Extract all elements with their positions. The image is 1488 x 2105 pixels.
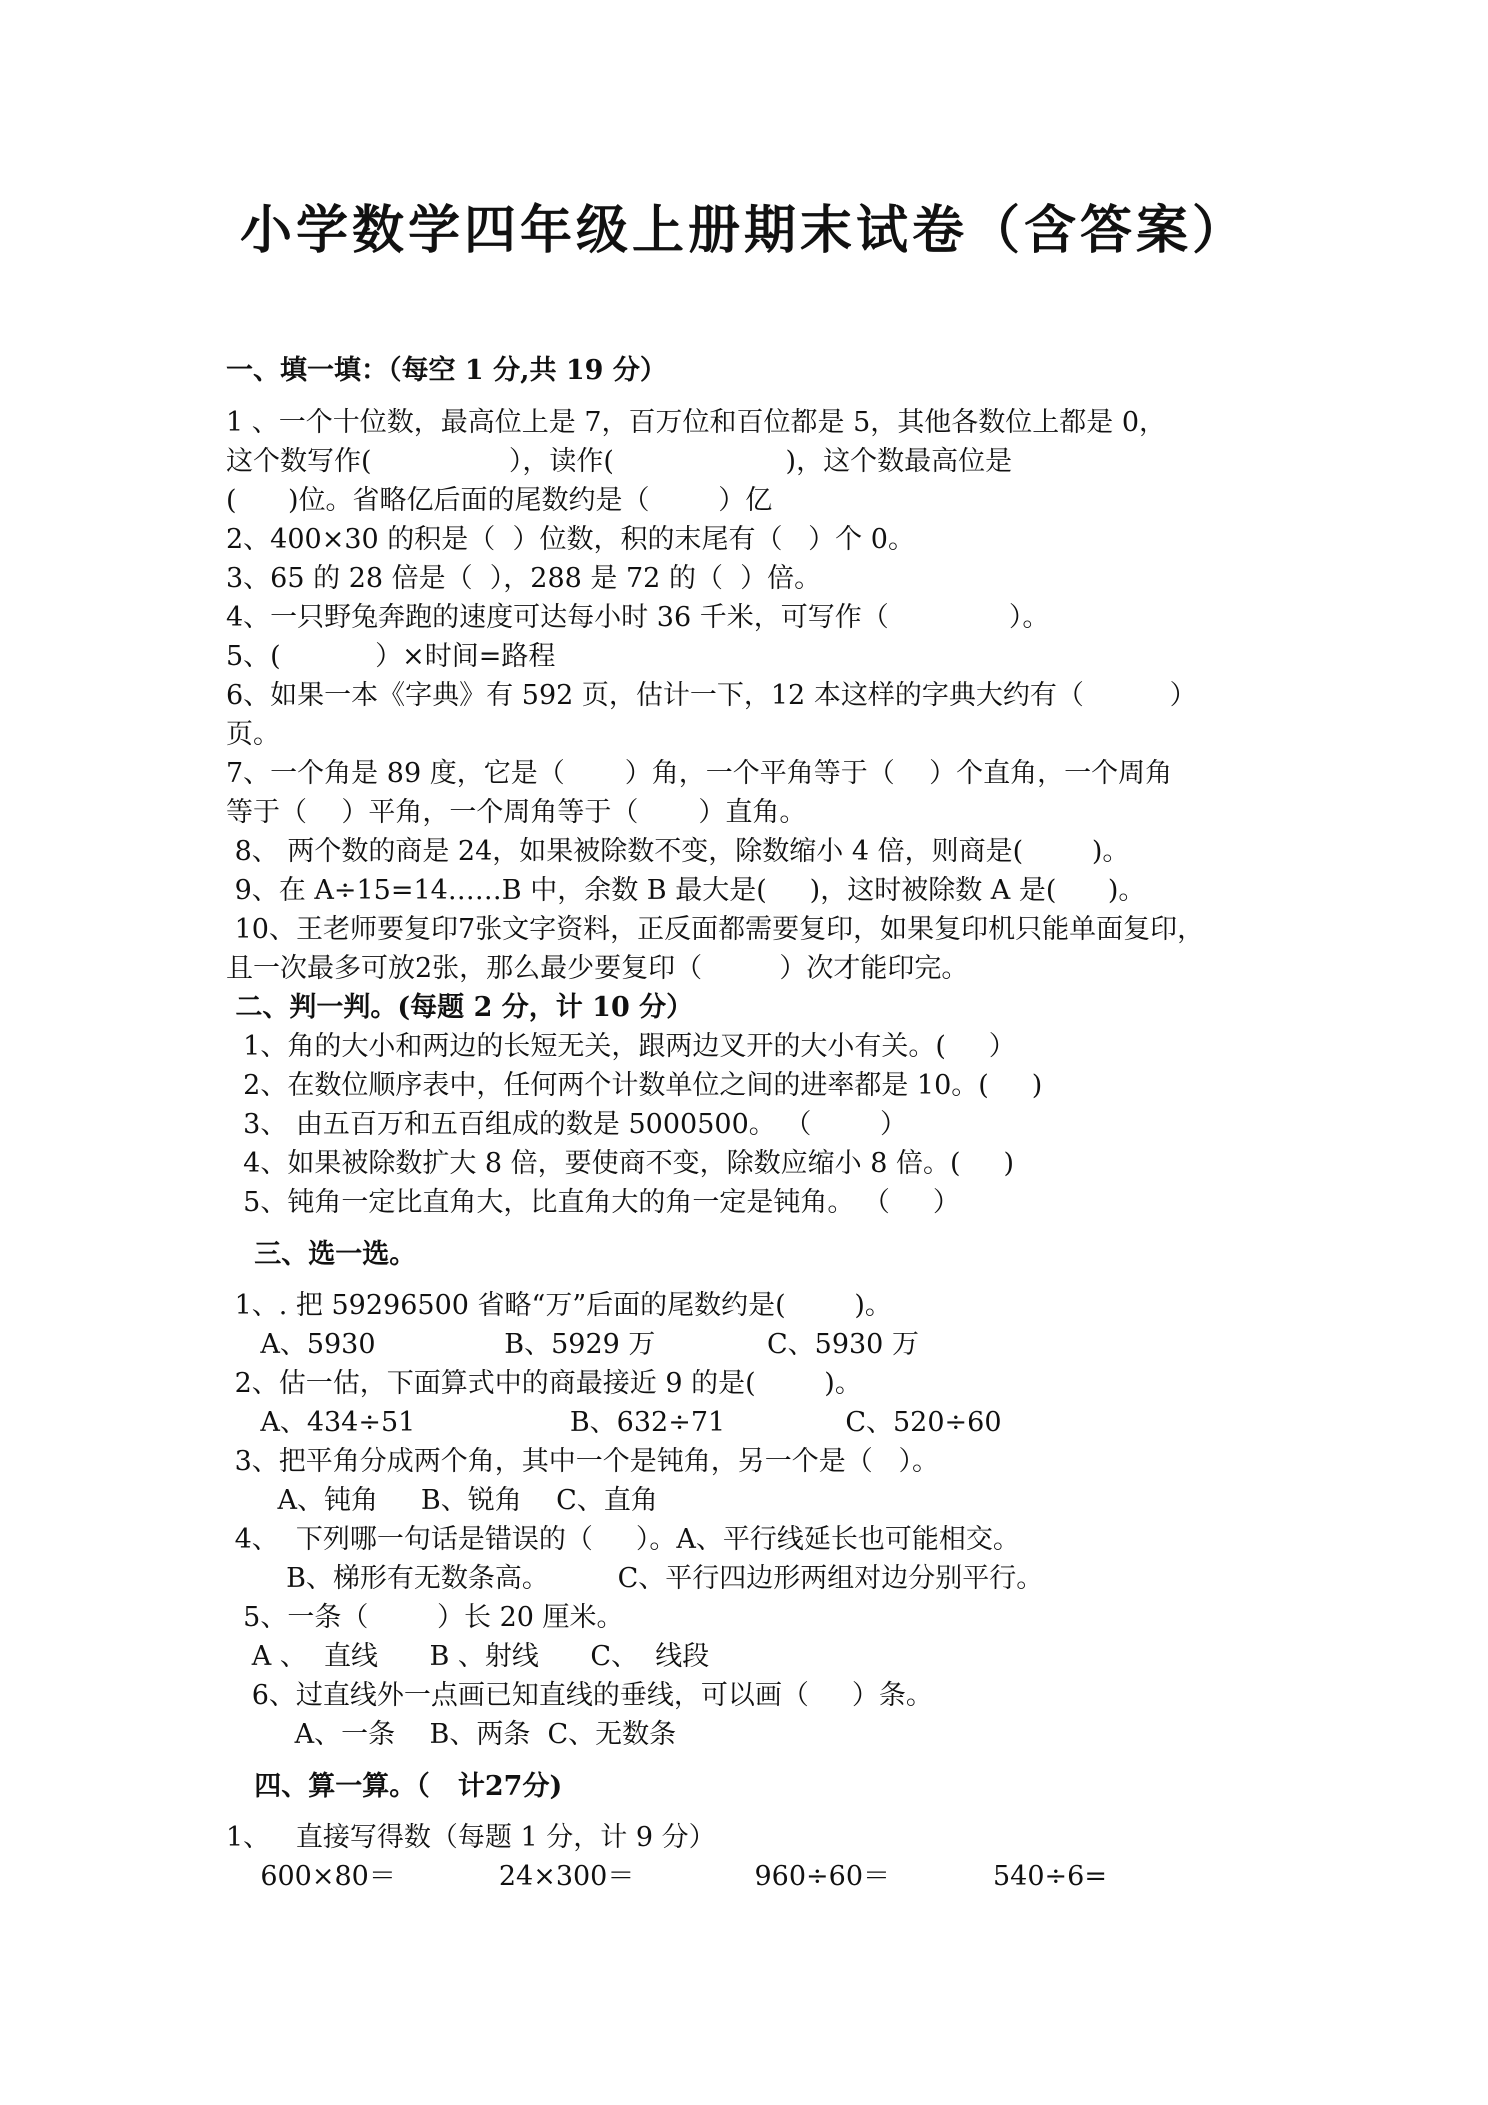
- calc-1-problems: 600×80＝ 24×300＝ 960÷60＝ 540÷6=: [226, 1861, 1107, 1892]
- question-1-line-2: 这个数写作( ），读作( )，这个数最高位是: [226, 446, 1013, 477]
- choice-6-options: A、一条 B、两条 C、无数条: [226, 1719, 677, 1750]
- judge-5: 5、钝角一定比直角大，比直角大的角一定是钝角。 （ ）: [226, 1187, 960, 1218]
- section-1-heading: 一、填一填：（每空 1 分,共 19 分）: [226, 355, 667, 386]
- question-2: 2、400×30 的积是（ ）位数，积的末尾有（ ）个 0。: [226, 524, 915, 555]
- question-3: 3、65 的 28 倍是（ ），288 是 72 的（ ）倍。: [226, 563, 822, 594]
- question-9: 9、在 A÷15=14……B 中，余数 B 最大是( )，这时被除数 A 是( )。: [226, 875, 1146, 906]
- question-6-line-1: 6、如果一本《字典》有 592 页，估计一下，12 本这样的字典大约有（ ）: [226, 680, 1197, 711]
- question-8: 8、 两个数的商是 24，如果被除数不变，除数缩小 4 倍，则商是( )。: [226, 836, 1130, 867]
- choice-6: 6、过直线外一点画已知直线的垂线，可以画（ ）条。: [226, 1680, 933, 1711]
- page-title: 小学数学四年级上册期末试卷（含答案）: [239, 200, 1248, 261]
- judge-2: 2、在数位顺序表中，任何两个计数单位之间的进率都是 10。( ): [226, 1070, 1043, 1101]
- choice-3: 3、把平角分成两个角，其中一个是钝角，另一个是（ ）。: [226, 1446, 940, 1477]
- choice-3-options: A、钝角 B、锐角 C、直角: [226, 1485, 658, 1516]
- question-5: 5、( ）×时间=路程: [226, 641, 556, 672]
- question-10-line-2: 且一次最多可放2张，那么最少要复印（ ）次才能印完。: [226, 953, 969, 984]
- question-1-line-3: ( )位。省略亿后面的尾数约是（ ）亿: [226, 485, 773, 516]
- question-7-line-2: 等于（ ）平角，一个周角等于（ ）直角。: [226, 797, 807, 828]
- section-2-heading: 二、判一判。(每题 2 分，计 10 分）: [226, 992, 694, 1023]
- choice-2-options: A、434÷51 B、632÷71 C、520÷60: [226, 1407, 1002, 1438]
- question-6-line-2: 页。: [226, 719, 280, 750]
- choice-5-options: A 、 直线 B 、射线 C、 线段: [226, 1641, 710, 1672]
- judge-3: 3、 由五百万和五百组成的数是 5000500。 （ ）: [226, 1109, 907, 1140]
- choice-4-options: B、梯形有无数条高。 C、平行四边形两组对边分别平行。: [226, 1563, 1044, 1594]
- question-4: 4、一只野兔奔跑的速度可达每小时 36 千米，可写作（ ）。: [226, 602, 1050, 633]
- judge-4: 4、如果被除数扩大 8 倍，要使商不变，除数应缩小 8 倍。( ): [226, 1148, 1015, 1179]
- choice-2: 2、估一估，下面算式中的商最接近 9 的是( )。: [226, 1368, 862, 1399]
- calc-1-heading: 1、 直接写得数（每题 1 分，计 9 分）: [226, 1822, 716, 1853]
- question-10-line-1: 10、王老师要复印7张文字资料，正反面都需要复印，如果复印机只能单面复印，: [226, 914, 1205, 945]
- choice-1: 1、. 把 59296500 省略“万”后面的尾数约是( )。: [226, 1290, 892, 1321]
- question-7-line-1: 7、一个角是 89 度，它是（ ）角，一个平角等于（ ）个直角，一个周角: [226, 758, 1173, 789]
- choice-5: 5、一条（ ）长 20 厘米。: [226, 1602, 624, 1633]
- choice-1-options: A、5930 B、5929 万 C、5930 万: [226, 1329, 919, 1360]
- question-1-line-1: 1 、一个十位数，最高位上是 7，百万位和百位都是 5，其他各数位上都是 0，: [226, 407, 1167, 438]
- choice-4: 4、 下列哪一句话是错误的（ ）。A、平行线延长也可能相交。: [226, 1524, 1020, 1555]
- section-4-heading: 四、算一算。（ 计27分): [226, 1771, 563, 1802]
- judge-1: 1、角的大小和两边的长短无关，跟两边叉开的大小有关。( ）: [226, 1031, 1016, 1062]
- section-3-heading: 三、选一选。: [226, 1239, 417, 1270]
